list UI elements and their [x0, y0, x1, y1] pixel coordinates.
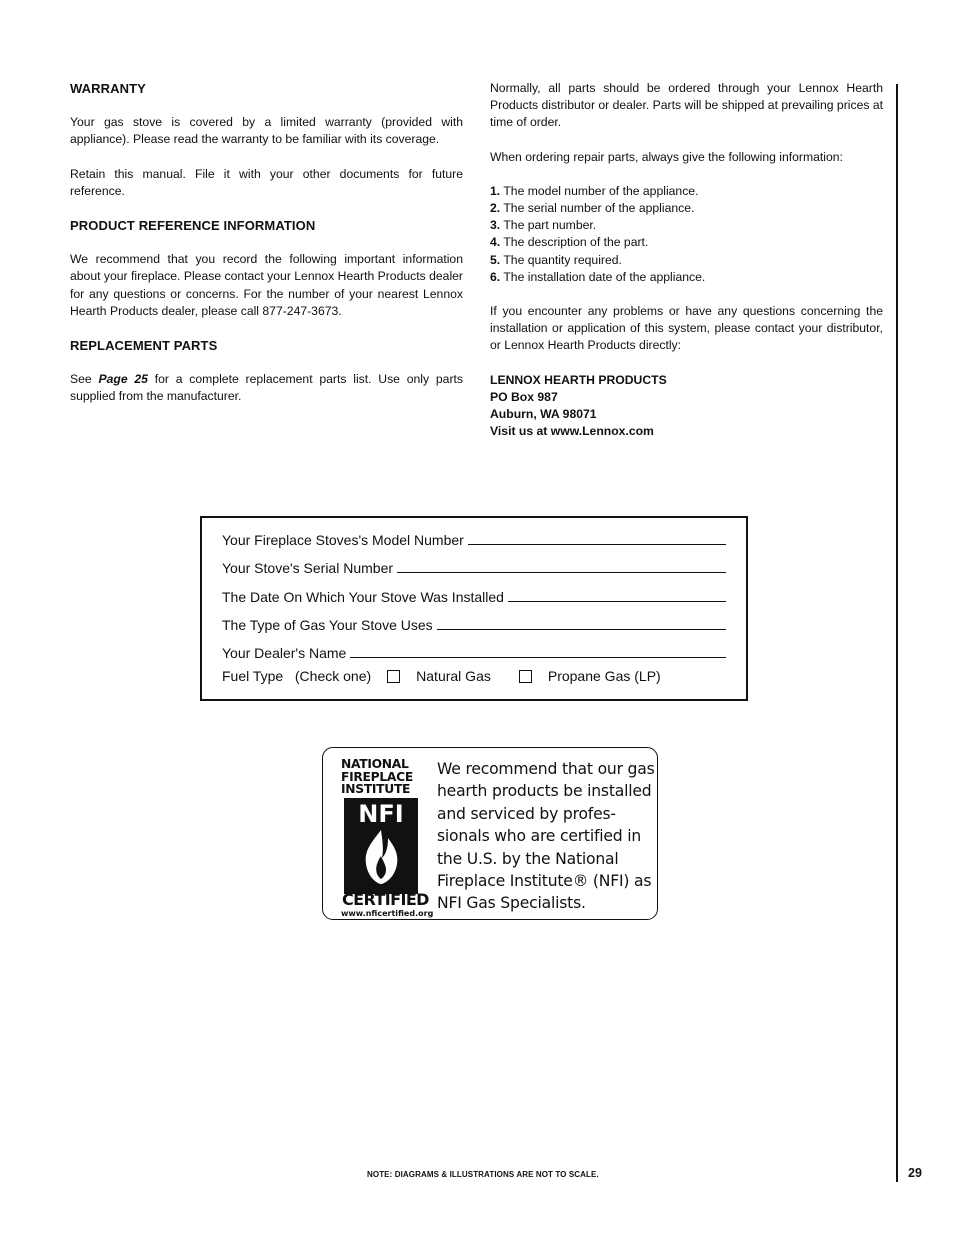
nfi-message-line: NFI Gas Specialists.	[437, 894, 586, 913]
retain-manual-paragraph: Retain this manual. File it with your other documents for future reference.	[70, 166, 463, 198]
nfi-logo-line: INSTITUTE	[341, 782, 411, 796]
nfi-message-line: hearth products be installed	[437, 782, 652, 801]
company-address	[490, 372, 883, 441]
natural-gas-checkbox[interactable]	[387, 670, 400, 683]
list-item: 1. The model number of the appliance.	[490, 183, 699, 198]
nfi-flame-emblem	[344, 798, 418, 894]
record-form	[200, 516, 748, 701]
right-column	[490, 80, 883, 440]
nfi-message-line: Fireplace Institute® (NFI) as	[437, 872, 652, 891]
warranty-paragraph: Your gas stove is covered by a limited warranty (provided with appliance). Please read the warranty to be familiar with its coverage.	[70, 115, 463, 147]
warranty-heading: WARRANTY	[70, 81, 146, 96]
replacement-suffix: for a complete replacement parts list. Use only parts supplied from the manufacturer.	[70, 372, 463, 404]
nfi-message-line: the U.S. by the National	[437, 849, 619, 868]
install-date-blank[interactable]	[508, 601, 726, 602]
page-reference-link[interactable]: Page 25	[98, 372, 148, 387]
company-name: LENNOX HEARTH PRODUCTS	[490, 372, 667, 387]
nfi-message	[437, 758, 657, 915]
nfi-certified-label: CERTIFIED	[342, 890, 429, 909]
model-number-blank[interactable]	[468, 544, 726, 545]
dealer-name-field[interactable]: Your Dealer's Name	[222, 641, 726, 661]
left-column	[70, 80, 463, 423]
replacement-parts-paragraph	[70, 371, 463, 405]
serial-number-blank[interactable]	[397, 572, 726, 573]
fuel-type-label: Fuel Type (Check one)	[222, 668, 372, 684]
contact-paragraph: If you encounter any problems or have any questions concerning the installation or application of this system, please contact your distributor, or Lennox Hearth Products directly:	[490, 304, 883, 353]
nfi-mark: NFI	[358, 800, 404, 828]
product-reference-heading: PRODUCT REFERENCE INFORMATION	[70, 218, 316, 234]
nfi-logo	[341, 757, 434, 918]
natural-gas-label: Natural Gas	[416, 668, 491, 684]
install-date-field[interactable]: The Date On Which Your Stove Was Installed	[222, 585, 726, 605]
flame-icon	[344, 798, 418, 894]
dealer-name-blank[interactable]	[350, 657, 726, 658]
serial-number-field[interactable]: Your Stove's Serial Number	[222, 556, 726, 576]
fuel-type-row	[222, 668, 661, 684]
propane-gas-label: Propane Gas (LP)	[547, 668, 661, 684]
nfi-message-line: sionals who are certified in	[437, 827, 642, 846]
list-item: 5. The quantity required.	[490, 252, 622, 267]
website-link[interactable]: Visit us at www.Lennox.com	[490, 424, 654, 439]
list-item: 3. The part number.	[490, 218, 597, 233]
order-info-list	[490, 183, 883, 286]
page-number: 29	[908, 1166, 922, 1180]
nfi-logo-line: FIREPLACE	[341, 769, 413, 784]
vertical-rule	[896, 84, 898, 1182]
list-item: 4. The description of the part.	[490, 235, 649, 250]
list-item: 6. The installation date of the appliance.	[490, 269, 706, 284]
nfi-url: www.nficertified.org	[341, 909, 434, 918]
model-number-field[interactable]: Your Fireplace Stoves's Model Number	[222, 528, 726, 548]
nfi-logo-line: NATIONAL	[341, 757, 409, 771]
replacement-parts-heading: REPLACEMENT PARTS	[70, 338, 218, 354]
propane-gas-checkbox[interactable]	[519, 670, 532, 683]
city-zip: Auburn, WA 98071	[490, 407, 597, 422]
po-box: PO Box 987	[490, 389, 558, 404]
gas-type-field[interactable]: The Type of Gas Your Stove Uses	[222, 613, 726, 633]
nfi-certification-box	[322, 747, 658, 920]
gas-type-blank[interactable]	[437, 629, 726, 630]
repair-info-paragraph: When ordering repair parts, always give the following information:	[490, 149, 843, 164]
list-item: 2. The serial number of the appliance.	[490, 201, 695, 216]
nfi-message-line: and serviced by profes-	[437, 804, 616, 823]
ordering-paragraph: Normally, all parts should be ordered through your Lennox Hearth Products distributor or dealer. Parts will be shipped at prevailing prices at time of order.	[490, 81, 883, 130]
footer-note: NOTE: DIAGRAMS & ILLUSTRATIONS ARE NOT TO SCALE.	[367, 1170, 599, 1179]
replacement-prefix: See	[70, 372, 92, 387]
product-reference-paragraph: We recommend that you record the following important information about your fireplace. Please contact your Lennox Hearth Products dealer for any questions or concerns. For the number of your nearest Lennox Hearth Products dealer, please call 877-247-3673.	[70, 252, 463, 318]
nfi-message-line: We recommend that our gas	[437, 760, 655, 778]
